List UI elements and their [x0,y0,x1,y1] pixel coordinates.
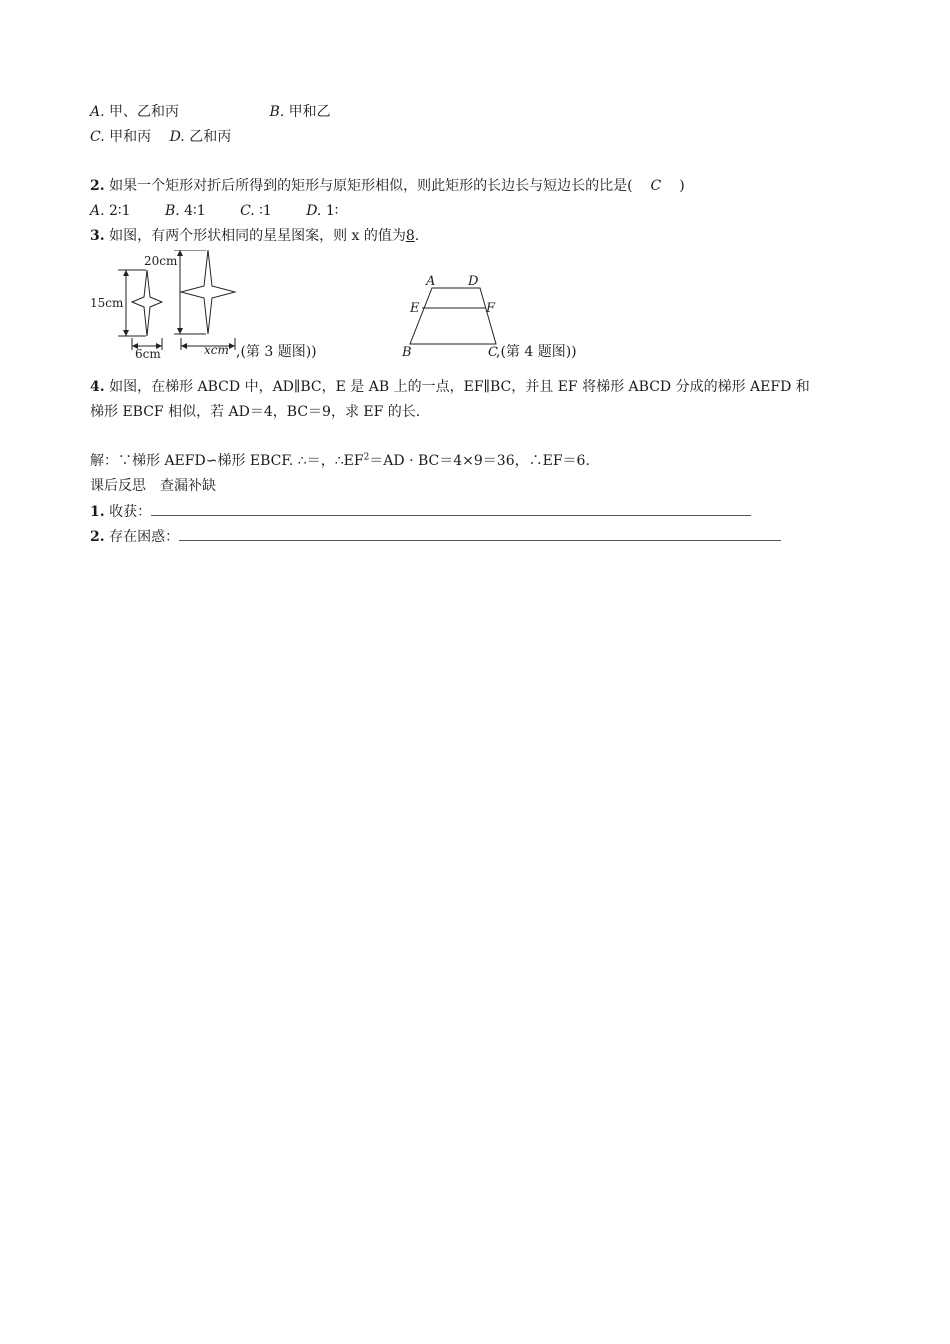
large-star [181,250,235,334]
q4-question-line2 [90,402,420,422]
q2-option-d-letter: D. [306,203,322,219]
q2-question [90,176,685,196]
q2-option-b-letter: B. [164,203,180,219]
q2-close: ) [679,178,685,194]
q2-options [90,201,338,221]
figure-4-trapezoid [398,270,510,360]
q2-answer: C [650,178,662,194]
q1-option-c-letter: C. [90,129,105,145]
small-star [132,270,162,336]
q2-option-b-text: 4∶1 [184,203,206,219]
figure-3-caption: ,(第 3 题图)) [236,344,317,360]
q2-option-d-text: 1∶ [325,203,339,219]
q4-text-line2: 梯形 EBCF 相似，若 AD＝4，BC＝9，求 EF 的长. [90,404,421,420]
label-20cm: 20cm [144,254,178,268]
reflection-item-2 [90,526,781,547]
q1-option-c-text: 甲和丙 [109,129,152,145]
vertex-d: D [468,274,479,289]
q1-options-row1 [90,102,331,122]
q3-text: 如图，有两个形状相同的星星图案，则 x 的值为 [109,228,406,244]
solution-superscript: 2 [363,452,370,463]
q3-number: 3. [90,228,105,244]
figure-4-caption: ,(第 4 题图)) [496,344,577,360]
q2-text: 如果一个矩形对折后所得到的矩形与原矩形相似，则此矩形的长边长与短边长的比是( [109,178,633,194]
label-6cm: 6cm [135,347,161,361]
q2-option-c-text: ∶1 [259,203,272,219]
q2-option-c-letter: C. [240,203,255,219]
label-xcm: xcm [204,343,229,357]
reflection-item2-number: 2. [90,529,105,545]
reflection-item-1 [90,501,751,522]
reflection-item2-label: 存在困惑： [109,529,180,545]
q1-option-a-letter: A. [90,104,105,120]
q3-answer: 8 [405,228,415,244]
q1-option-b-letter: B. [269,104,285,120]
vertex-e: E [410,301,420,316]
harvest-answer-blank[interactable] [151,501,751,516]
figure-3-stars [88,250,248,362]
confusion-answer-blank[interactable] [179,526,781,541]
reflection-item1-label: 收获： [109,504,152,520]
vertex-b: B [402,345,412,360]
q1-options-row2 [90,127,231,147]
vertex-c: C [488,345,498,360]
q2-number: 2. [90,178,105,194]
q2-option-a-letter: A. [90,203,105,219]
q4-question-line1 [90,377,810,397]
trapezoid-abcd [410,288,496,344]
q4-text-line1: 如图，在梯形 ABCD 中，AD∥BC，E 是 AB 上的一点，EF∥BC，并且 EF 将梯形 ABCD 分成的梯形 AEFD 和 [109,379,810,395]
q4-number: 4. [90,379,105,395]
label-15cm: 15cm [90,296,124,310]
q4-solution [90,451,590,471]
q2-option-a-text: 2∶1 [109,203,131,219]
vertex-a: A [426,274,436,289]
q1-option-d-letter: D. [169,129,185,145]
q3-question [90,226,419,246]
solution-pre: 解：∵梯形 AEFD∽梯形 EBCF. ∴＝，∴EF [90,453,364,469]
reflection-item1-number: 1. [90,504,105,520]
vertex-f: F [486,301,496,316]
solution-post: ＝AD · BC＝4×9＝36，∴EF＝6. [369,453,590,469]
q1-option-b-text: 甲和乙 [288,104,331,120]
q3-end: . [414,228,420,244]
q1-option-a-text: 甲、乙和丙 [109,104,180,120]
q1-option-d-text: 乙和丙 [189,129,232,145]
reflection-heading: 课后反思 查漏补缺 [90,478,216,494]
